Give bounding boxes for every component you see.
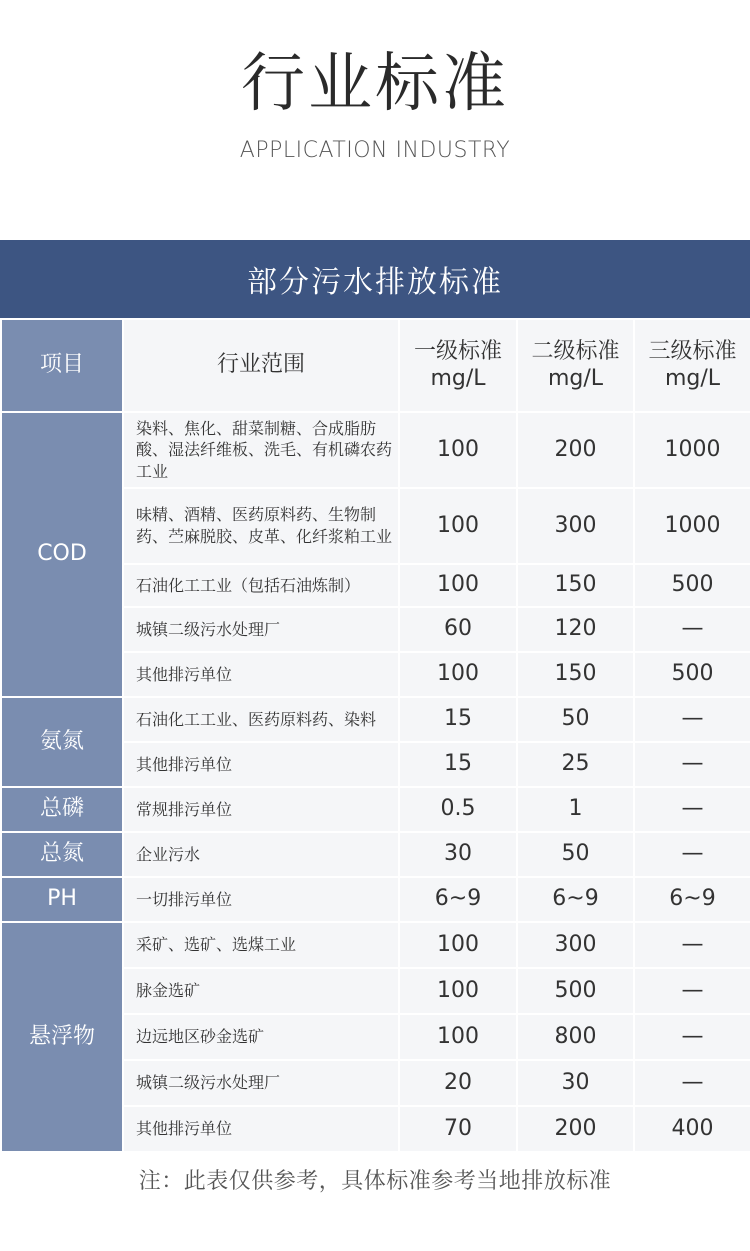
level3-value: —: [634, 697, 750, 742]
category-total-nitrogen: 总氮: [1, 832, 123, 877]
table-banner: 部分污水排放标准: [0, 240, 750, 318]
range-cell: 边远地区砂金选矿: [123, 1014, 399, 1060]
range-cell: 其他排污单位: [123, 1106, 399, 1152]
category-cod: COD: [1, 412, 123, 697]
level1-value: 6~9: [399, 877, 517, 922]
range-cell: 其他排污单位: [123, 652, 399, 697]
level2-value: 500: [517, 968, 634, 1014]
table-body: [1, 412, 750, 1152]
level3-value: 1000: [634, 412, 750, 488]
level2-value: 30: [517, 1060, 634, 1106]
category-ammonia-nitrogen: 氨氮: [1, 697, 123, 787]
level3-value: 500: [634, 564, 750, 607]
range-cell: 染料、焦化、甜菜制糖、合成脂肪酸、湿法纤维板、洗毛、有机磷农药工业: [123, 412, 399, 488]
level1-value: 60: [399, 607, 517, 652]
level1-value: 70: [399, 1106, 517, 1152]
level2-value: 800: [517, 1014, 634, 1060]
category-suspended-solids: 悬浮物: [1, 922, 123, 1152]
level3-value: 500: [634, 652, 750, 697]
range-cell: 城镇二级污水处理厂: [123, 1060, 399, 1106]
range-cell: 采矿、选矿、选煤工业: [123, 922, 399, 968]
range-cell: 常规排污单位: [123, 787, 399, 832]
level3-value: —: [634, 742, 750, 787]
level2-value: 300: [517, 488, 634, 564]
level1-value: 15: [399, 697, 517, 742]
level3-unit: mg/L: [664, 365, 721, 391]
level2-value: 25: [517, 742, 634, 787]
level2-value: 50: [517, 832, 634, 877]
level1-label: 一级标准: [413, 339, 502, 365]
level2-value: 1: [517, 787, 634, 832]
category-total-phosphorus: 总磷: [1, 787, 123, 832]
range-cell: 石油化工工业（包括石油炼制）: [123, 564, 399, 607]
level3-value: —: [634, 1014, 750, 1060]
level3-value: 400: [634, 1106, 750, 1152]
level2-unit: mg/L: [547, 365, 604, 391]
level2-value: 6~9: [517, 877, 634, 922]
range-cell: 城镇二级污水处理厂: [123, 607, 399, 652]
level2-label: 二级标准: [531, 339, 620, 365]
level2-value: 150: [517, 652, 634, 697]
column-header-range: 行业范围: [123, 319, 399, 412]
level3-value: —: [634, 787, 750, 832]
category-ph: PH: [1, 877, 123, 922]
level3-value: —: [634, 922, 750, 968]
level1-value: 0.5: [399, 787, 517, 832]
column-header-level1: [399, 319, 517, 412]
level3-value: —: [634, 607, 750, 652]
level1-value: 15: [399, 742, 517, 787]
range-cell: 企业污水: [123, 832, 399, 877]
page-subtitle: APPLICATION INDUSTRY: [239, 138, 511, 163]
level2-value: 200: [517, 412, 634, 488]
footnote: 注：此表仅供参考，具体标准参考当地排放标准: [138, 1169, 612, 1194]
level1-value: 100: [399, 1014, 517, 1060]
table-row: [1, 412, 750, 488]
table-header-row: [1, 319, 750, 412]
level1-value: 30: [399, 832, 517, 877]
range-cell: 其他排污单位: [123, 742, 399, 787]
table-row: [1, 787, 750, 832]
level3-value: —: [634, 1060, 750, 1106]
range-cell: 石油化工工业、医药原料药、染料: [123, 697, 399, 742]
level2-value: 50: [517, 697, 634, 742]
level1-value: 100: [399, 968, 517, 1014]
range-cell: 味精、酒精、医药原料药、生物制药、苎麻脱胶、皮革、化纤浆粕工业: [123, 488, 399, 564]
range-cell: 脉金选矿: [123, 968, 399, 1014]
level3-value: 6~9: [634, 877, 750, 922]
level1-value: 100: [399, 922, 517, 968]
level3-value: 1000: [634, 488, 750, 564]
level1-value: 100: [399, 652, 517, 697]
column-header-level2: [517, 319, 634, 412]
table-row: [1, 832, 750, 877]
level3-value: —: [634, 832, 750, 877]
table-row: [1, 697, 750, 742]
page-title: 行业标准: [241, 47, 509, 121]
level1-value: 100: [399, 564, 517, 607]
column-header-item: 项目: [1, 319, 123, 412]
level1-value: 20: [399, 1060, 517, 1106]
level2-value: 150: [517, 564, 634, 607]
level2-value: 300: [517, 922, 634, 968]
level1-value: 100: [399, 488, 517, 564]
level2-value: 200: [517, 1106, 634, 1152]
column-header-level3: [634, 319, 750, 412]
discharge-standards-table: [0, 318, 750, 1153]
level3-label: 三级标准: [648, 339, 737, 365]
range-cell: 一切排污单位: [123, 877, 399, 922]
level1-value: 100: [399, 412, 517, 488]
table-row: [1, 922, 750, 968]
table-row: [1, 877, 750, 922]
level3-value: —: [634, 968, 750, 1014]
level1-unit: mg/L: [430, 365, 486, 391]
level2-value: 120: [517, 607, 634, 652]
